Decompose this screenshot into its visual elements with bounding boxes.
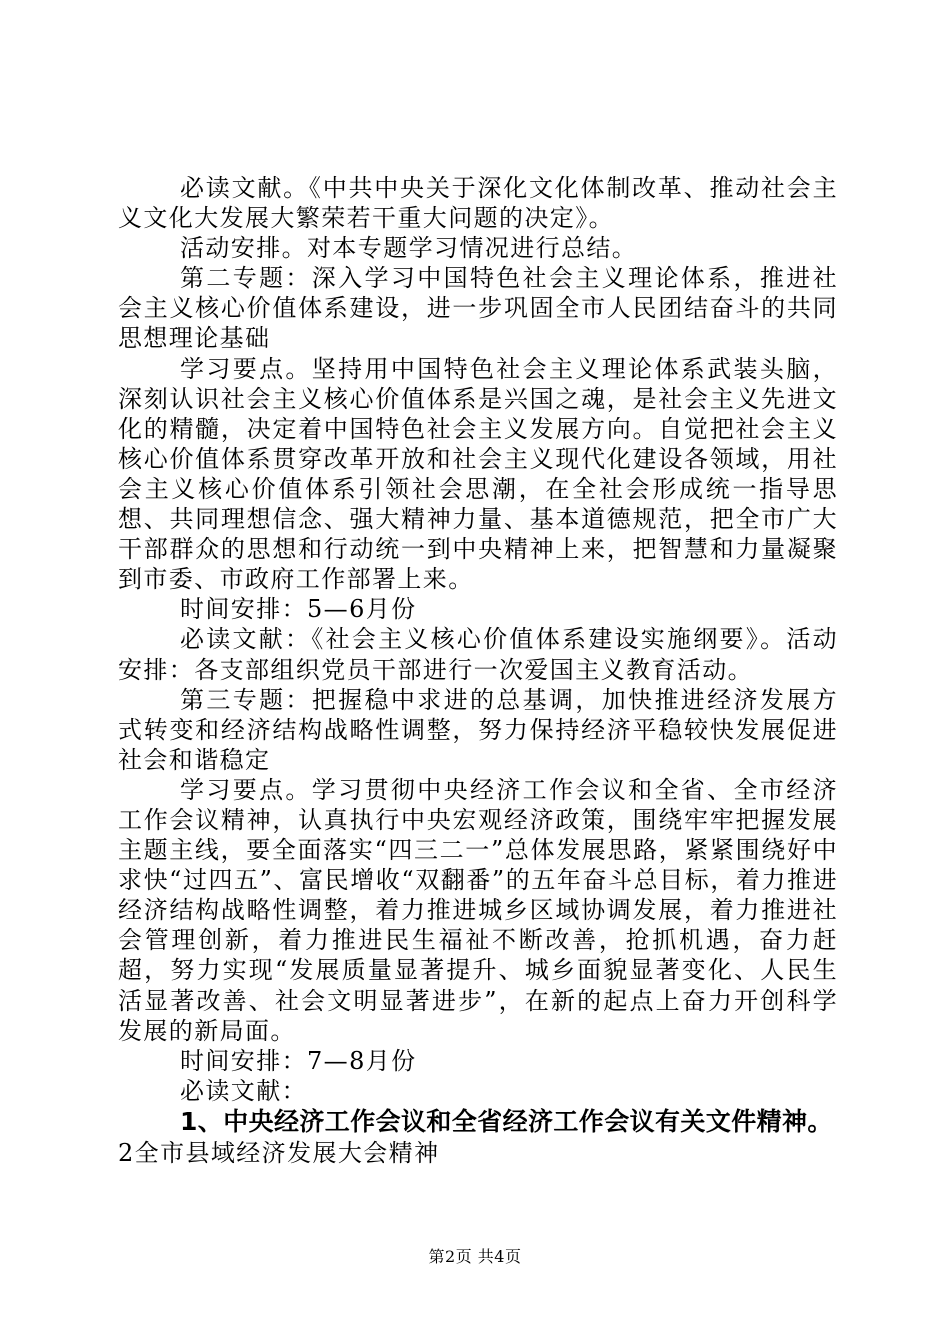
page-number: 第2页 共4页	[428, 1247, 522, 1266]
paragraph-topic-3-reading-label: 必读文献：	[180, 1076, 307, 1105]
paragraph-topic-3-schedule: 时间安排：7—8月份	[180, 1046, 417, 1075]
paragraph-topic-2-schedule: 时间安排：5—6月份	[180, 595, 417, 624]
paragraph-topic-2-heading: 第二专题：深入学习中国特色社会主义理论体系，推进社会主义核心价值体系建设，进一步巩固全市人民团结奋斗的共同思想理论基础	[118, 264, 838, 353]
paragraph-topic-2-key-points: 学习要点。坚持用中国特色社会主义理论体系武装头脑，深刻认识社会主义核心价值体系是兴国之魂，是社会主义先进文化的精髓，决定着中国特色社会主义发展方向。自觉把社会主义核心价值体系贯穿改革开放和社会主义现代化建设各领域，用社会主义核心价值体系引领社会思潮，在全社会形成统一指导思想、共同理想信念、强大精神力量、基本道德规范，把全市广大干部群众的思想和行动统一到中央精神上来，把智慧和力量凝聚到市委、市政府工作部署上来。	[118, 354, 838, 594]
paragraph-reading-item-1: 1、中央经济工作会议和全省经济工作会议有关文件精神。	[180, 1106, 833, 1136]
document-body	[118, 173, 838, 1168]
paragraph-topic-3-key-points: 学习要点。学习贯彻中央经济工作会议和全省、全市经济工作会议精神，认真执行中央宏观经济政策，围绕牢牢把握发展主题主线，要全面落实“四三二一”总体发展思路，紧紧围绕好中求快“过四五”、富民增收“双翻番”的五年奋斗总目标，着力推进经济结构战略性调整，着力推进城乡区域协调发展，着力推进社会管理创新，着力推进民生福祉不断改善，抢抓机遇，奋力赶超，努力实现“发展质量显著提升、城乡面貌显著变化、人民生活显著改善、社会文明显著进步”，在新的起点上奋力开创科学发展的新局面。	[118, 775, 838, 1045]
paragraph-topic-2-reading: 必读文献：《社会主义核心价值体系建设实施纲要》。活动安排：各支部组织党员干部进行一次爱国主义教育活动。	[118, 625, 838, 684]
paragraph-topic-3-heading: 第三专题：把握稳中求进的总基调，加快推进经济发展方式转变和经济结构战略性调整，努力保持经济平稳较快发展促进社会和谐稳定	[118, 685, 838, 774]
page-footer	[0, 1244, 950, 1267]
paragraph-required-reading-1: 必读文献。《中共中央关于深化文化体制改革、推动社会主义文化大发展大繁荣若干重大问题的决定》。	[118, 174, 838, 233]
paragraph-reading-item-2: 2全市县域经济发展大会精神	[118, 1138, 440, 1167]
paragraph-activity-1: 活动安排。对本专题学习情况进行总结。	[180, 234, 638, 263]
